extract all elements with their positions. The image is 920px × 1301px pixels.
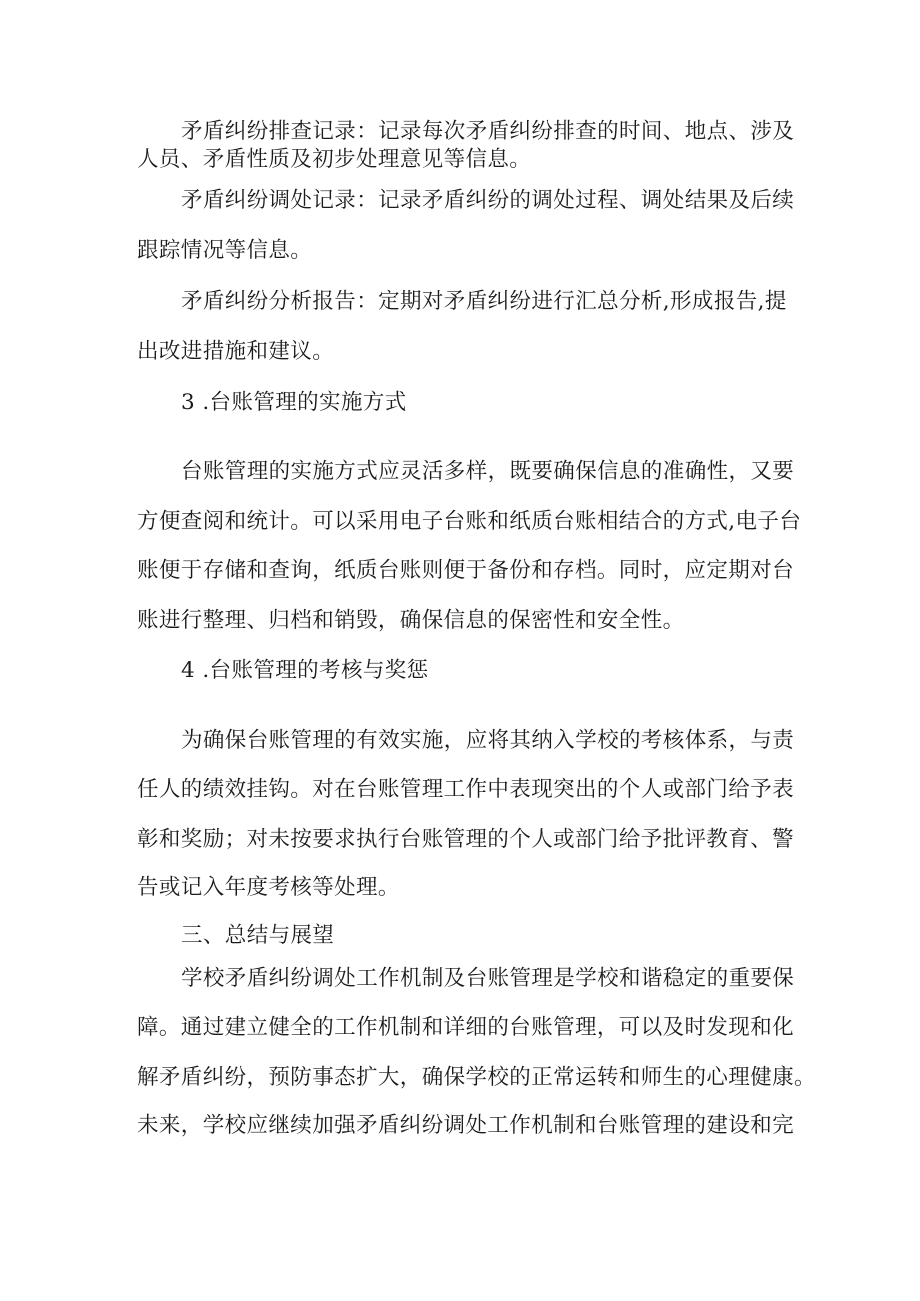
paragraph-line: 账进行整理、归档和销毁，确保信息的保密性和安全性。 — [137, 608, 685, 633]
paragraph-line: 任人的绩效挂钩。对在台账管理工作中表现突出的个人或部门给予表 — [137, 777, 795, 802]
section-heading: 3 .台账管理的实施方式 — [181, 390, 407, 415]
paragraph-line: 矛盾纠纷分析报告：定期对矛盾纠纷进行汇总分析,形成报告,提 — [181, 289, 787, 314]
paragraph-line: 为确保台账管理的有效实施，应将其纳入学校的考核体系，与责 — [181, 728, 795, 753]
paragraph-line: 彰和奖励；对未按要求执行台账管理的个人或部门给予批评教育、警 — [137, 827, 795, 852]
paragraph-line: 学校矛盾纠纷调处工作机制及台账管理是学校和谐稳定的重要保 — [181, 966, 795, 991]
paragraph-line: 跟踪情况等信息。 — [137, 238, 313, 263]
paragraph-line: 未来，学校应继续加强矛盾纠纷调处工作机制和台账管理的建设和完 — [137, 1113, 795, 1138]
section-heading: 4 .台账管理的考核与奖惩 — [181, 658, 429, 683]
paragraph-line: 矛盾纠纷调处记录：记录矛盾纠纷的调处过程、调处结果及后续 — [181, 188, 795, 213]
paragraph-line: 告或记入年度考核等处理。 — [137, 875, 400, 900]
paragraph-line: 出改进措施和建议。 — [137, 339, 335, 364]
paragraph-line: 方便查阅和统计。可以采用电子台账和纸质台账相结合的方式,电子台 — [137, 509, 802, 534]
paragraph-line: 台账管理的实施方式应灵活多样，既要确保信息的准确性，又要 — [181, 459, 795, 484]
paragraph-line: 解矛盾纠纷，预防事态扩大，确保学校的正常运转和师生的心理健康。 — [137, 1065, 816, 1090]
paragraph-line: 人员、矛盾性质及初步处理意见等信息。 — [137, 147, 532, 172]
paragraph-line: 矛盾纠纷排查记录：记录每次矛盾纠纷排查的时间、地点、涉及 — [181, 119, 795, 144]
section-heading: 三、总结与展望 — [181, 923, 335, 948]
paragraph-line: 账便于存储和查询，纸质台账则便于备份和存档。同时，应定期对台 — [137, 558, 795, 583]
paragraph-line: 障。通过建立健全的工作机制和详细的台账管理，可以及时发现和化 — [137, 1015, 795, 1040]
